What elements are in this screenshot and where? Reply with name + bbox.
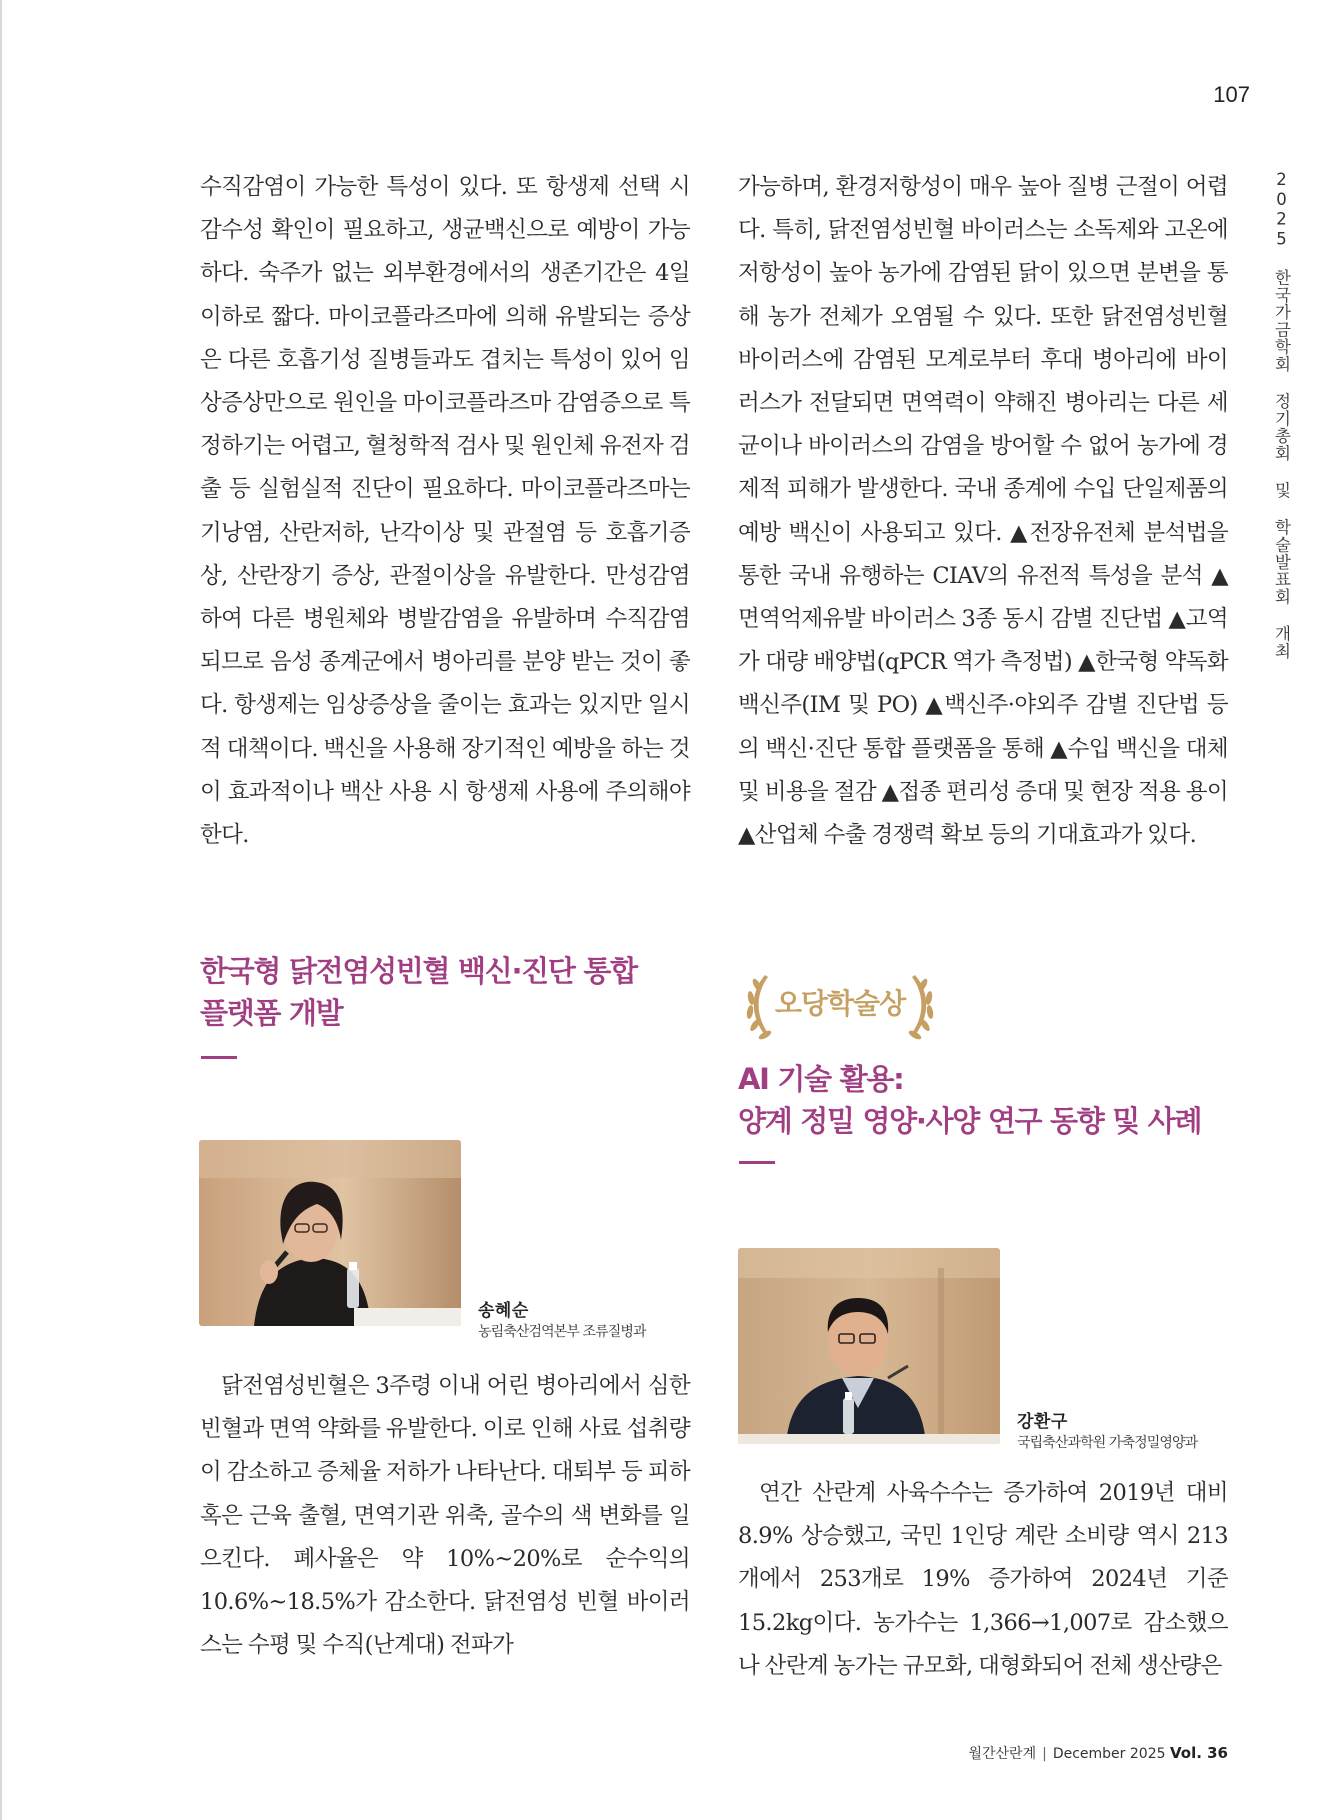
title-underline: [739, 1161, 775, 1164]
award-badge: [735, 965, 945, 1045]
right-column-top: [738, 166, 1228, 857]
page-number: 107: [1213, 82, 1250, 107]
speaker-photo-kang: [738, 1248, 1000, 1444]
body-paragraph: 수직감염이 가능한 특성이 있다. 또 항생제 선택 시 감수성 확인이 필요하고, 생균백신으로 예방이 가능하다. 숙주가 없는 외부환경에서의 생존기간은 4일 이하로 짧다. 마이코플라즈마에 의해 유발되는 증상은 다른 호흡기성 질병들과도 겹치는 특성이 있어 임상증상만으로 원인을 마이코플라즈마 감염증으로 특정하기는 어렵고, 혈청학적 검사 및 원인체 유전자 검출 등 실험실적 진단이 필요하다. 마이코플라즈마는 기낭염, 산란저하, 난각이상 및 관절염 등 호흡기증상, 산란장기 증상, 관절이상을 유발한다. 만성감염하여 다른 병원체와 병발감염을 유발하며 수직감염되므로 음성 종계군에서 병아리를 분양 받는 것이 좋다. 항생제는 임상증상을 줄이는 효과는 있지만 일시적 대책이다. 백신을 사용해 장기적인 예방을 하는 것이 효과적이나 백산 사용 시 항생제 사용에 주의해야 한다.: [200, 174, 690, 849]
speaker-name: 강환구: [1017, 1412, 1068, 1432]
body-paragraph: 가능하며, 환경저항성이 매우 높아 질병 근절이 어렵다. 특히, 닭전염성빈혈 바이러스는 소독제와 고온에 저항성이 높아 농가에 감염된 닭이 있으면 분변을 통해 농가 전체가 오염될 수 있다. 또한 닭전염성빈혈 바이러스에 감염된 모계로부터 후대 병아리에 바이러스가 전달되면 면역력이 약해진 병아리는 다른 세균이나 바이러스의 감염을 방어할 수 없어 농가에 경제적 피해가 발생한다. 국내 종계에 수입 단일제품의 예방 백신이 사용되고 있다. ▲전장유전체 분석법을 통한 국내 유행하는 CIAV의 유전적 특성을 분석 ▲면역억제유발 바이러스 3종 동시 감별 진단법 ▲고역가 대량 배양법(qPCR 역가 측정법) ▲한국형 약독화 백신주(IM 및 PO) ▲백신주·야외주 감별 진단법 등의 백신·진단 통합 플랫폼을 통해 ▲수입 백신을 대체 및 비용을 절감 ▲접종 편리성 증대 및 현장 적용 용이 ▲산업체 수출 경쟁력 확보 등의 기대효과가 있다.: [738, 174, 1228, 849]
left-column-bottom: [200, 1365, 690, 1667]
volume-number: Vol. 36: [1169, 1744, 1228, 1762]
page-footer: [968, 1743, 1228, 1763]
right-column-bottom: [738, 1472, 1228, 1688]
speaker-affiliation: 국립축산과학원 가축정밀영양과: [1017, 1435, 1198, 1451]
title-underline: [201, 1056, 237, 1059]
speaker-name: 송혜순: [478, 1301, 529, 1321]
speaker-photo-song: [199, 1140, 461, 1326]
speaker-affiliation: 농림축산검역본부 조류질병과: [478, 1324, 646, 1340]
section-title-cia: [200, 950, 637, 1034]
page-edge-line: [0, 0, 2, 1820]
section-title-line: AI 기술 활용:: [738, 1062, 904, 1096]
side-caption: 2025 한국가금학회 정기총회 및 학술발표회 개최: [1272, 170, 1291, 660]
magazine-name: 월간산란계: [968, 1746, 1037, 1762]
body-paragraph: 연간 산란계 사육수수는 증가하여 2019년 대비 8.9% 상승했고, 국민 1인당 계란 소비량 역시 213개에서 253개로 19% 증가하여 2024년 기준 15.2kg이다. 농가수는 1,366→1,007로 감소했으나 산란계 농가는 규모화, 대형화되어 전체 생산량은: [738, 1480, 1228, 1679]
section-title-ai: [738, 1058, 1201, 1142]
award-label: 오당학술상: [774, 987, 906, 1020]
left-column-top: [200, 166, 690, 857]
section-title-line: 한국형 닭전염성빈혈 백신·진단 통합: [200, 954, 637, 988]
body-paragraph: 닭전염성빈혈은 3주령 이내 어린 병아리에서 심한 빈혈과 면역 약화를 유발한다. 이로 인해 사료 섭취량이 감소하고 증체율 저하가 나타난다. 대퇴부 등 피하 혹은 근육 출혈, 면역기관 위축, 골수의 색 변화를 일으킨다. 폐사율은 약 10%~20%로 순수익의 10.6%~18.5%가 감소한다. 닭전염성 빈혈 바이러스는 수평 및 수직(난계대) 전파가: [200, 1373, 690, 1659]
footer-separator: |: [1042, 1746, 1047, 1762]
section-title-line: 플랫폼 개발: [200, 996, 343, 1030]
issue-date: December 2025: [1052, 1746, 1166, 1762]
section-title-line: 양계 정밀 영양·사양 연구 동향 및 사례: [738, 1104, 1202, 1138]
